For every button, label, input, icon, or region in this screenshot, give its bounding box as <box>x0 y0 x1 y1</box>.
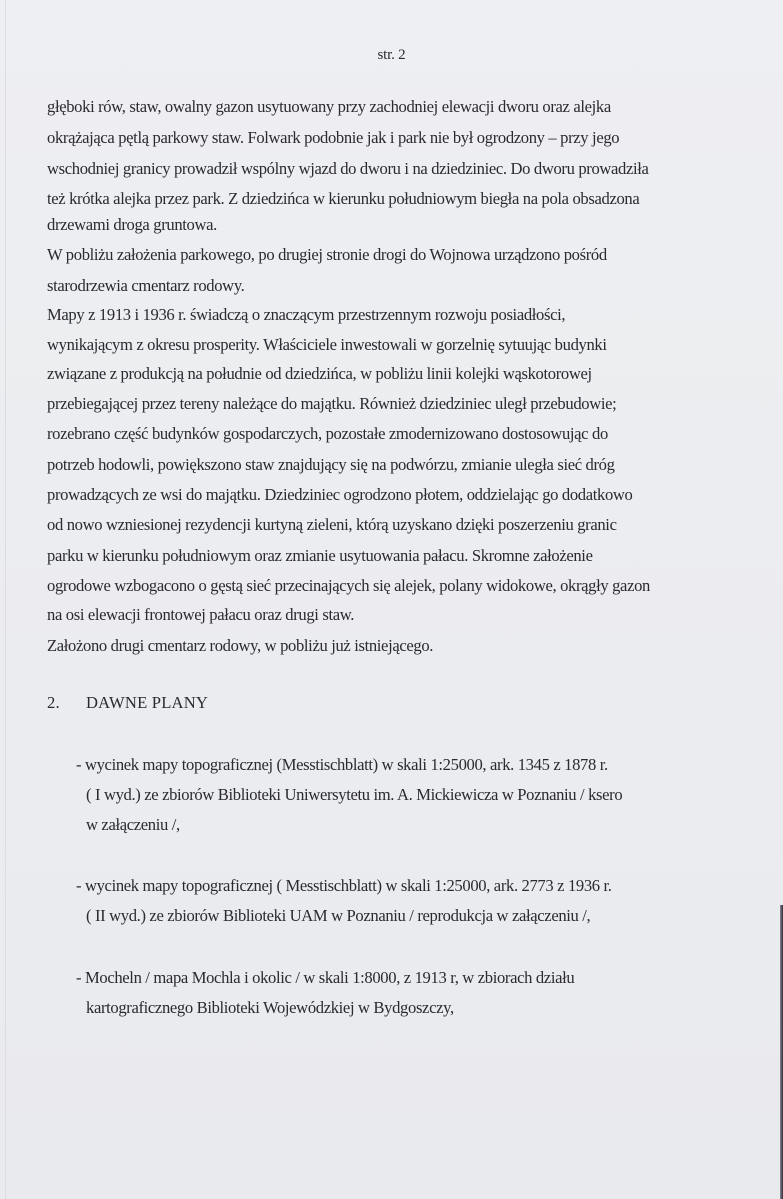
list-item-line: - wycinek mapy topograficznej (Messtischblatt) w skali 1:25000, ark. 1345 z 1878 r. <box>76 755 608 774</box>
paragraph-line: ogrodowe wzbogacono o gęstą sieć przecinających się alejek, polany widokowe, okrągły gazon <box>47 576 650 595</box>
paragraph-line: W pobliżu założenia parkowego, po drugiej stronie drogi do Wojnowa urządzono pośród <box>47 245 607 264</box>
paragraph-line: od nowo wzniesionej rezydencji kurtyną zieleni, którą uzyskano dzięki poszerzeniu granic <box>47 515 617 534</box>
list-item-line: kartograficznego Biblioteki Wojewódzkiej w Bydgoszczy, <box>86 998 454 1017</box>
paragraph-line: przebiegającej przez tereny należące do majątku. Również dziedziniec uległ przebudowie; <box>47 394 617 413</box>
section-number: 2. <box>47 693 60 712</box>
paragraph-line: wschodniej granicy prowadził wspólny wjazd do dworu i na dziedziniec. Do dworu prowadziła <box>47 159 649 178</box>
paragraph-line: starodrzewia cmentarz rodowy. <box>47 276 245 295</box>
section-title: DAWNE PLANY <box>86 693 209 712</box>
paragraph-line: okrążająca pętlą parkowy staw. Folwark podobnie jak i park nie był ogrodzony – przy jego <box>47 128 620 147</box>
paragraph-line: Mapy z 1913 i 1936 r. świadczą o znaczącym przestrzennym rozwoju posiadłości, <box>47 305 566 324</box>
paragraph-line: drzewami droga gruntowa. <box>47 215 217 234</box>
paragraph-line: wynikającym z okresu prosperity. Właściciele inwestowali w gorzelnię sytuując budynki <box>47 335 607 354</box>
page-number: str. 2 <box>377 47 406 63</box>
list-item-line: - Mocheln / mapa Mochla i okolic / w skali 1:8000, z 1913 r, w zbiorach działu <box>76 968 575 987</box>
page-left-edge <box>5 0 6 1199</box>
paragraph-line: prowadzących ze wsi do majątku. Dziedziniec ogrodzono płotem, oddzielając go dodatkowo <box>47 485 633 504</box>
paragraph-line: głęboki rów, staw, owalny gazon usytuowany przy zachodniej elewacji dworu oraz alejka <box>47 97 611 116</box>
list-item-line: w załączeniu /, <box>86 815 180 834</box>
paragraph-line: rozebrano część budynków gospodarczych, pozostałe zmodernizowano dostosowując do <box>47 424 608 443</box>
list-item-line: ( II wyd.) ze zbiorów Biblioteki UAM w Poznaniu / reprodukcja w załączeniu /, <box>86 906 591 925</box>
paragraph-line: potrzeb hodowli, powiększono staw znajdujący się na podwórzu, zmianie uległa sieć dróg <box>47 455 615 474</box>
paragraph-line: parku w kierunku południowym oraz zmianie usytuowania pałacu. Skromne założenie <box>47 546 593 565</box>
list-item-line: ( I wyd.) ze zbiorów Biblioteki Uniwersytetu im. A. Mickiewicza w Poznaniu / ksero <box>86 785 623 804</box>
paragraph-line: związane z produkcją na południe od dziedzińca, w pobliżu linii kolejki wąskotorowej <box>47 364 592 383</box>
paragraph-line: na osi elewacji frontowej pałacu oraz drugi staw. <box>47 605 355 624</box>
paragraph-line: Założono drugi cmentarz rodowy, w pobliżu już istniejącego. <box>47 636 434 655</box>
paragraph-line: też krótka alejka przez park. Z dziedzińca w kierunku południowym biegła na pola obsadzona <box>47 189 640 208</box>
list-item-line: - wycinek mapy topograficznej ( Messtischblatt) w skali 1:25000, ark. 2773 z 1936 r. <box>76 876 612 895</box>
